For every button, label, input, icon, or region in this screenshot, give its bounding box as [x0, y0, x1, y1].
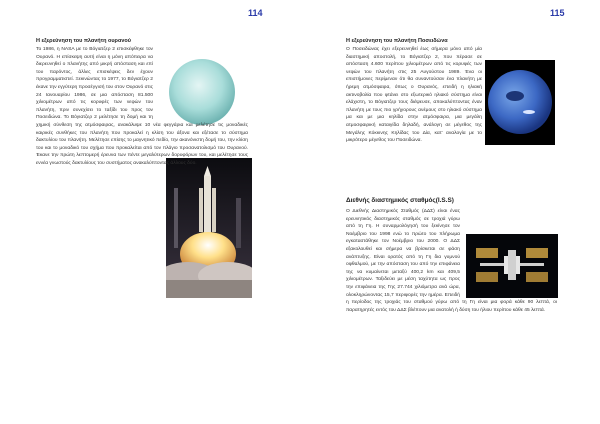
section-heading: Διεθνής διαστημικός σταθμός(I.S.S): [346, 197, 454, 204]
body-text: Το 1986, η NASA με το Βόγιατζερ 2 επισκέφθηκε τον Ουρανό. Η επίσκεψη αυτή είναι η μόνη απόπειρα να διερευνηθεί ο πλανήτης από μικρή απόσταση και επί του παρόντος, άλλες επισκέψεις δεν έχουν προγραμματιστεί. Ξεκινώντας το 1977, το Βόγιατζερ 2 έκανε την εγγύτερη προσέγγισή του στον Ουρανό στις 24 Ιανουαρίου 1986, σε μια απόσταση 81.500 χιλιομέτρων από τις κορυφές των νεφών του πλανήτη, πριν συνεχίσει το ταξίδι του προς τον Ποσειδώνα. Το Βόγιατζερ 2 μελέτησε τη δομή και τη χημική σύνθεση της ατμόσφαιρας, ανακάλυψε 10 νέα φεγγάρια και μελέτησε τις μοναδικές καιρικές συνθήκες του πλανήτη που προκαλεί η κλίση του άξονα και εξέτασε το σύστημα δακτυλίου του πλανήτη. Μελέτησε επίσης το μαγνητικό πεδίο, την ακανόνιστη δομή του, την κλίση του και το μοναδικό του σχήμα που προκαλείται από τον πλάγιο προσανατολισμό του Ουρανού. Έκανε την πρώτη λεπτομερή έρευνα των πέντε μεγαλύτερων δορυφόρων του, και μελέτησε τους εννέα γνωστούς δακτυλίους του συστήματος ανακαλύπτοντας άλλους δύο.: [36, 47, 248, 166]
section-title: Η εξερεύνηση του πλανήτη ουρανού: [36, 38, 131, 44]
rocket-launch-image: [166, 158, 252, 298]
section-title: Η εξερεύνηση του πλανήτη Ποσειδώνα: [346, 38, 448, 44]
section-body-text: Ο Διεθνής Διαστημικός Σταθμός (ΔΔΣ) είναι ένας ερευνητικός διαστημικός σταθμός σε τροχιά γύρω από τη Γη. Η συναρμολόγησή του ξεκίνησε τον Νοέμβριο του 1998 ενώ το πρώτο του πλήρωμα εγκαταστάθηκε τον Νοέμβριο του 2000. Ο ΔΔΣ εξακολουθεί και σήμερα να βρίσκεται σε φάση ανάπτυξης. Είναι ορατός από τη Γη δια γυμνού οφθαλμού, με την απόσταση του από την επιφάνεια της να κυμαίνεται μεταξύ 400,2 km και 409,5 χιλιομέτρων. Ταξιδεύει με μέση ταχύτητα ως προς την επιφάνεια της Γης 27.744 χιλιόμετρα ανά ώρα, ολοκληρώνοντας 15,7 περιφορές την ημέρα. Επειδή η περίοδος της τροχιάς του σταθμού γύρω από τη Γη είναι μια φορά κάθε 90 λεπτά, οι παρατηρητές εντός του ΔΔΣ βλέπουν μια ανατολή ή δύση του ήλιου περίπου κάθε 45 λεπτά.: [346, 209, 557, 313]
page-number: 115: [550, 8, 565, 18]
body-text: Ο Ποσειδώνας έχει εξερευνηθεί έως σήμερα μόνο από μία διαστημική αποστολή, το Βόγιατζερ 2, που πέρασε σε απόσταση 4.600 περίπου χιλιομέτρων από τις κορυφές των νεφών του πλανήτη στις 25 Αυγούστου 1989. Ένα οι επιστήμονες περίμεναν ότι θα συναντούσαν ένα πλανήτη με ήρεμη ατμόσφαιρα, όπως ο Ουρανός, επειδή η ηλιακή ακτινοβολία που φτάνει στο εξωτερικό ηλιακό σύστημα είναι ελάχιστη, το Βόγιατζερ τους διέψευσε, αποκαλύπτοντας έναν πλανήτη με τους πιο γρήγορους ανέμους στο ηλιακό σύστημα μα και με μια κηλίδα στην ατμόσφαιρα, μια μεγάλη ατμοσφαιρική καταιγίδα δηλαδή, ανάλογη σε μέγεθος της Μεγάλης Κόκκινης Κηλίδας του Δία, κατ' αναλογία με το μικρότερο μέγεθος του Ποσειδώνα.: [346, 47, 482, 144]
right-page: [300, 0, 600, 424]
page-number: 114: [248, 8, 263, 18]
